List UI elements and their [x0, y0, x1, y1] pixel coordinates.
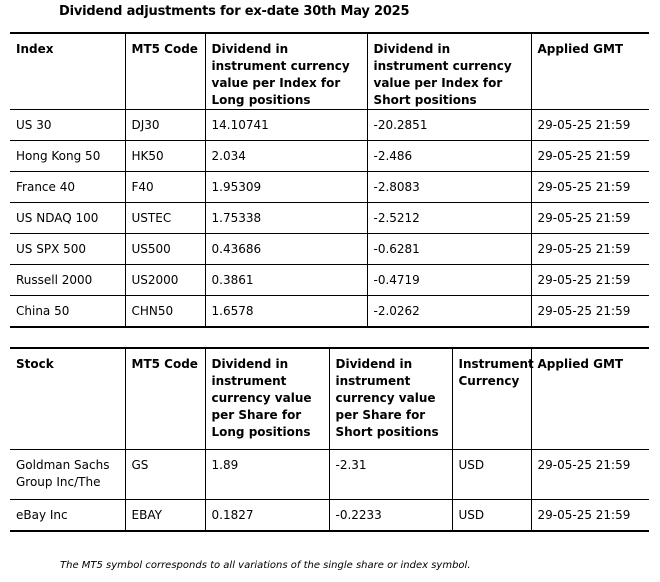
cell-short-dividend: -0.6281 [367, 234, 531, 265]
table-row [10, 172, 649, 203]
cell-short-dividend: -0.4719 [367, 265, 531, 296]
cell-short-dividend: -2.5212 [367, 203, 531, 234]
cell-mt5-code: EBAY [125, 499, 205, 531]
table-row [10, 296, 649, 327]
cell-short-dividend: -2.31 [329, 449, 452, 499]
cell-instrument-currency: USD [452, 449, 531, 499]
cell-long-dividend: 14.10741 [205, 110, 367, 141]
cell-applied-gmt: 29-05-25 21:59 [531, 203, 649, 234]
cell-mt5-code: DJ30 [125, 110, 205, 141]
cell-index: US NDAQ 100 [10, 203, 125, 234]
cell-mt5-code: CHN50 [125, 296, 205, 327]
cell-instrument-currency: USD [452, 499, 531, 531]
table-row [10, 110, 649, 141]
cell-applied-gmt: 29-05-25 21:59 [531, 234, 649, 265]
table-row [10, 499, 649, 531]
cell-stock: eBay Inc [10, 499, 125, 531]
cell-mt5-code: F40 [125, 172, 205, 203]
cell-mt5-code: US2000 [125, 265, 205, 296]
page-title: Dividend adjustments for ex-date 30th May 2025 [59, 4, 410, 19]
table-row [10, 265, 649, 296]
cell-long-dividend: 0.3861 [205, 265, 367, 296]
header-applied-gmt: Applied GMT [531, 33, 649, 110]
cell-index: US SPX 500 [10, 234, 125, 265]
header-instrument-currency: Instrument Currency [452, 348, 531, 449]
cell-mt5-code: HK50 [125, 141, 205, 172]
table-header-row [10, 33, 649, 110]
cell-short-dividend: -20.2851 [367, 110, 531, 141]
cell-stock: Goldman Sachs Group Inc/The [10, 449, 125, 499]
cell-applied-gmt: 29-05-25 21:59 [531, 141, 649, 172]
cell-applied-gmt: 29-05-25 21:59 [531, 110, 649, 141]
table-row [10, 234, 649, 265]
cell-mt5-code: US500 [125, 234, 205, 265]
index-dividend-table [10, 32, 649, 328]
cell-applied-gmt: 29-05-25 21:59 [531, 449, 649, 499]
cell-index: Hong Kong 50 [10, 141, 125, 172]
header-index: Index [10, 33, 125, 110]
cell-short-dividend: -2.0262 [367, 296, 531, 327]
cell-applied-gmt: 29-05-25 21:59 [531, 296, 649, 327]
cell-short-dividend: -0.2233 [329, 499, 452, 531]
cell-applied-gmt: 29-05-25 21:59 [531, 499, 649, 531]
table-row [10, 141, 649, 172]
footnote: The MT5 symbol corresponds to all variations of the single share or index symbol. [60, 560, 471, 571]
cell-long-dividend: 1.89 [205, 449, 329, 499]
table-header-row [10, 348, 649, 449]
stock-dividend-table [10, 347, 649, 532]
cell-mt5-code: USTEC [125, 203, 205, 234]
header-short-dividend: Dividend in instrument currency value per Share for Short positions [329, 348, 452, 449]
cell-applied-gmt: 29-05-25 21:59 [531, 172, 649, 203]
cell-mt5-code: GS [125, 449, 205, 499]
table-row [10, 449, 649, 499]
cell-index: China 50 [10, 296, 125, 327]
cell-long-dividend: 1.6578 [205, 296, 367, 327]
header-mt5-code: MT5 Code [125, 33, 205, 110]
header-applied-gmt: Applied GMT [531, 348, 649, 449]
header-long-dividend: Dividend in instrument currency value per Share for Long positions [205, 348, 329, 449]
cell-applied-gmt: 29-05-25 21:59 [531, 265, 649, 296]
cell-short-dividend: -2.8083 [367, 172, 531, 203]
cell-index: Russell 2000 [10, 265, 125, 296]
cell-index: US 30 [10, 110, 125, 141]
cell-long-dividend: 1.75338 [205, 203, 367, 234]
cell-long-dividend: 0.43686 [205, 234, 367, 265]
table-row [10, 203, 649, 234]
cell-long-dividend: 1.95309 [205, 172, 367, 203]
cell-long-dividend: 2.034 [205, 141, 367, 172]
cell-long-dividend: 0.1827 [205, 499, 329, 531]
cell-index: France 40 [10, 172, 125, 203]
header-short-dividend: Dividend in instrument currency value per Index for Short positions [367, 33, 531, 110]
header-mt5-code: MT5 Code [125, 348, 205, 449]
header-stock: Stock [10, 348, 125, 449]
header-long-dividend: Dividend in instrument currency value per Index for Long positions [205, 33, 367, 110]
cell-short-dividend: -2.486 [367, 141, 531, 172]
